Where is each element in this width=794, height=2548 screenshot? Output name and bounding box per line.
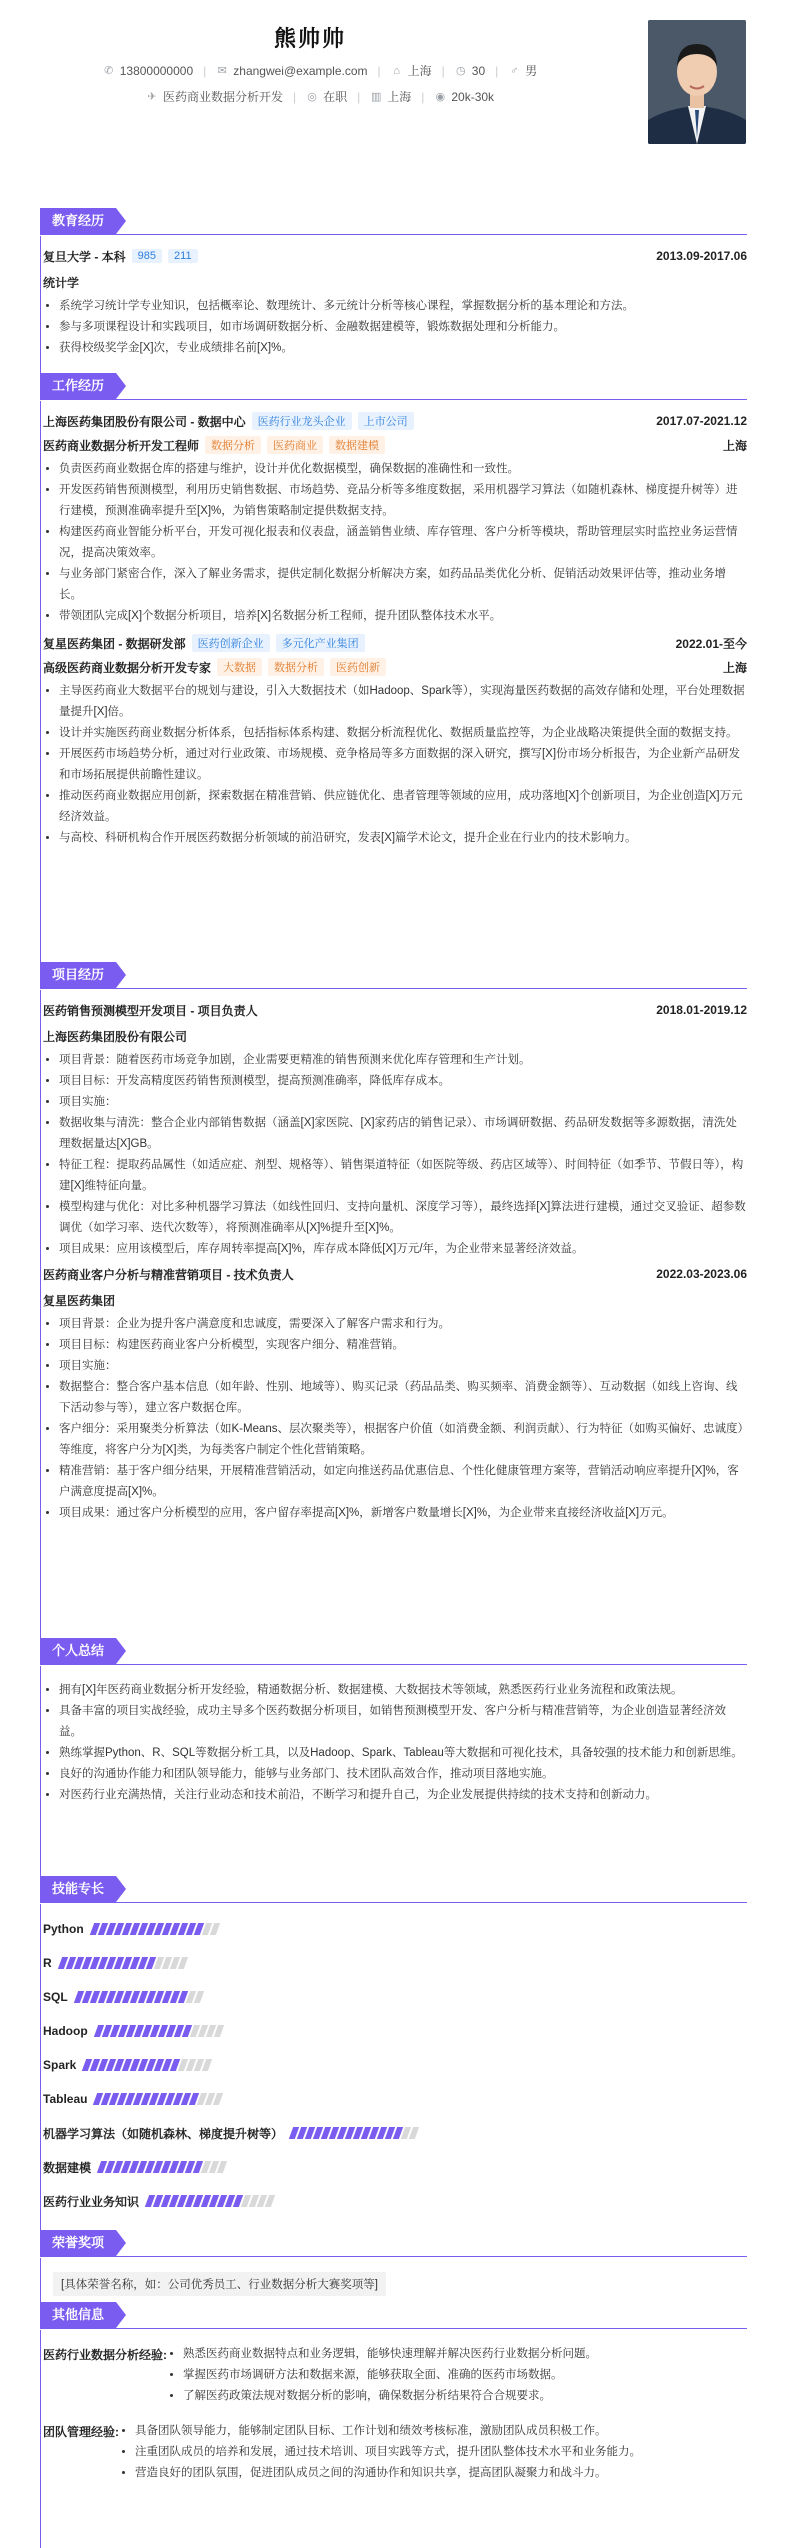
skill-row: [43, 1946, 747, 1980]
status-icon: ◎: [307, 90, 317, 103]
skill-level-bar: [147, 2195, 273, 2207]
skill-row: [43, 2014, 747, 2048]
section-title-awards: 荣誉奖项: [40, 2230, 116, 2256]
list-item: • 项目实施：: [59, 1356, 747, 1377]
list-item: • 精准营销：基于客户细分结果，开展精准营销活动，如定向推送药品优惠信息、个性化健康管理方案等，营销活动响应率提升[X]%，客户满意度提高[X]%。: [59, 1461, 747, 1503]
list-item: • 构建医药商业智能分析平台，开发可视化报表和仪表盘，涵盖销售业绩、库存管理、客户分析等模块，帮助管理层实时监控业务运营情况，提高决策效率。: [59, 522, 747, 564]
list-item: • 负责医药商业数据仓库的搭建与维护，设计并优化数据模型，确保数据的准确性和一致性。: [59, 459, 747, 480]
skill-level-segment: [213, 2093, 223, 2105]
skill-level-bar: [95, 2093, 221, 2105]
skill-tag: 大数据: [217, 658, 262, 676]
candidate-name: 熊帅帅: [273, 26, 346, 51]
skill-level-bar: [76, 1991, 202, 2003]
location-icon: ⌂: [393, 64, 400, 77]
profile-photo: [648, 20, 746, 144]
skill-row: [43, 2116, 747, 2150]
list-item: • 模型构建与优化：对比多种机器学习算法（如线性回归、支持向量机、深度学习等），最终选择[X]算法进行建模，通过交叉验证、超参数调优（如学习率、迭代次数等），将预测准确率从[X]%提升至[X]%。: [59, 1197, 747, 1239]
list-item: • 项目成果：通过客户分析模型的应用，客户留存率提高[X]%，新增客户数量增长[X]%，为企业带来直接经济收益[X]万元。: [59, 1503, 747, 1524]
section-title-education: 教育经历: [40, 208, 116, 234]
section-title-skills: 技能专长: [40, 1876, 116, 1902]
education-date: 2013.09-2017.06: [656, 249, 747, 263]
list-item: • 了解医药政策法规对数据分析的影响，确保数据分析结果符合合规要求。: [183, 2386, 597, 2407]
other-block: [43, 2344, 747, 2407]
job-intent-row: ✈ 医药商业数据分析开发 | ◎ 在职 | ▥ 上海 | ◉ 20k-30k: [147, 89, 495, 104]
email: zhangwei@example.com: [233, 63, 368, 78]
skill-name: SQL: [43, 1990, 68, 2004]
skill-tag: 医药创新: [330, 658, 386, 676]
project-bullets: [43, 1050, 747, 1260]
target-city: 上海: [387, 90, 412, 104]
job-status: 在职: [323, 90, 348, 104]
list-item: • 拥有[X]年医药商业数据分析开发经验，精通数据分析、数据建模、大数据技术等领域，熟悉医药行业业务流程和政策法规。: [59, 1680, 747, 1701]
section-title-project: 项目经历: [40, 962, 116, 988]
skill-name: Spark: [43, 2058, 77, 2072]
skill-tag: 医药商业: [267, 436, 323, 454]
skill-tag: 数据分析: [268, 658, 324, 676]
project-company: 上海医药集团股份有限公司: [43, 1030, 188, 1044]
list-item: • 开发医药销售预测模型，利用历史销售数据、市场趋势、竞品分析等多维度数据，采用机器学习算法（如随机森林、梯度提升树等）进行建模，预测准确率提升至[X]%，为销售策略制定提供数据支持。: [59, 480, 747, 522]
work-location: 上海: [722, 438, 747, 453]
list-item: • 数据整合：整合客户基本信息（如年龄、性别、地域等）、购买记录（药品品类、购买频率、消费金额等）、互动数据（如线上咨询、线下活动参与等），建立客户数据仓库。: [59, 1377, 747, 1419]
skill-row: [43, 2184, 747, 2218]
list-item: • 熟悉医药商业数据特点和业务逻辑，能够快速理解并解决医药行业数据分析问题。: [183, 2344, 597, 2365]
skill-name: Tableau: [43, 2092, 88, 2106]
building-icon: ▥: [371, 90, 382, 103]
list-item: • 主导医药商业大数据平台的规划与建设，引入大数据技术（如Hadoop、Spark等），实现海量医药数据的高效存储和处理，平台处理数据量提升[X]倍。: [59, 681, 747, 723]
other-bullets: [119, 2421, 641, 2484]
award-item: [具体荣誉名称，如：公司优秀员工、行业数据分析大赛奖项等]: [53, 2272, 386, 2296]
salary-icon: ◉: [435, 90, 446, 103]
list-item: • 参与多项课程设计和实践项目，如市场调研数据分析、金融数据建模等，锻炼数据处理和分析能力。: [59, 317, 747, 338]
salary: 20k-30k: [451, 89, 495, 104]
school-name: 复旦大学 - 本科: [43, 249, 126, 264]
list-item: • 特征工程：提取药品属性（如适应症、剂型、规格等）、销售渠道特征（如医院等级、药店区域等）、时间特征（如季节、节假日等），构建[X]维特征向量。: [59, 1155, 747, 1197]
education-bullets: [43, 296, 747, 359]
company-name: 上海医药集团股份有限公司 - 数据中心: [43, 414, 246, 429]
education-section: [40, 208, 747, 394]
list-item: • 熟练掌握Python、R、SQL等数据分析工具，以及Hadoop、Spark、Tableau等大数据和可视化技术，具备较强的技术能力和创新思维。: [59, 1743, 747, 1764]
contact-row: ✆ 13800000000 | ✉ zhangwei@example.com | ⌂ 上海 | ◷ 30 | ♂ 男: [104, 63, 538, 78]
list-item: • 营造良好的团队氛围，促进团队成员之间的沟通协作和知识共享，提高团队凝聚力和战斗力。: [135, 2463, 641, 2484]
list-item: • 设计并实施医药商业数据分析体系，包括指标体系构建、数据分析流程优化、数据质量监控等，为企业战略决策提供全面的数据支持。: [59, 723, 747, 744]
skill-level-segment: [202, 2059, 212, 2071]
skill-tag: 数据分析: [205, 436, 261, 454]
list-item: • 与高校、科研机构合作开展医药数据分析领域的前沿研究，发表[X]篇学术论文，提升企业在行业内的技术影响力。: [59, 828, 747, 849]
resume-header: [0, 0, 794, 172]
list-item: • 项目背景：随着医药市场竞争加剧，企业需要更精准的销售预测来优化库存管理和生产计划。: [59, 1050, 747, 1071]
skill-row: [43, 1912, 747, 1946]
other-block: [43, 2421, 747, 2484]
skill-name: R: [43, 1956, 52, 1970]
summary-bullets: [43, 1680, 747, 1806]
list-item: • 项目实施：: [59, 1092, 747, 1113]
company-tag: 上市公司: [358, 412, 414, 430]
skill-row: [43, 2150, 747, 2184]
project-company: 复星医药集团: [43, 1294, 116, 1308]
company-name: 复星医药集团 - 数据研发部: [43, 636, 186, 651]
skill-level-bar: [84, 2059, 210, 2071]
city: 上海: [407, 64, 432, 78]
skill-name: 机器学习算法（如随机森林、梯度提升树等）: [43, 2126, 284, 2141]
list-item: • 带领团队完成[X]个数据分析项目，培养[X]名数据分析工程师，提升团队整体技术水平。: [59, 606, 747, 627]
other-section: [40, 2302, 747, 2548]
age: 30: [471, 63, 486, 78]
gender: 男: [525, 64, 538, 78]
company-tag: 医药创新企业: [192, 634, 270, 652]
list-item: • 对医药行业充满热情，关注行业动态和技术前沿，不断学习和提升自己，为企业发展提供持续的技术支持和创新动力。: [59, 1785, 747, 1806]
skills-section: [40, 1876, 747, 2248]
other-title: 团队管理经验:: [43, 2425, 119, 2439]
section-title-work: 工作经历: [40, 373, 116, 399]
skill-row: [43, 2048, 747, 2082]
job-title: 医药商业数据分析开发工程师: [43, 438, 200, 453]
skill-level-bar: [291, 2127, 417, 2139]
skill-level-bar: [96, 2025, 222, 2037]
target-job: 医药商业数据分析开发: [162, 90, 283, 104]
school-tag: 211: [168, 249, 198, 263]
list-item: • 获得校级奖学金[X]次，专业成绩排名前[X]%。: [59, 338, 747, 359]
skill-tag: 数据建模: [329, 436, 385, 454]
list-item: • 系统学习统计学专业知识，包括概率论、数理统计、多元统计分析等核心课程，掌握数据分析的基本理论和方法。: [59, 296, 747, 317]
list-item: • 注重团队成员的培养和发展，通过技术培训、项目实践等方式，提升团队整体技术水平和业务能力。: [135, 2442, 641, 2463]
list-item: • 开展医药市场趋势分析，通过对行业政策、市场规模、竞争格局等多方面数据的深入研究，撰写[X]份市场分析报告，为企业新产品研发和市场拓展提供前瞻性建议。: [59, 744, 747, 786]
phone: 13800000000: [119, 63, 194, 78]
other-title: 医药行业数据分析经验:: [43, 2348, 167, 2362]
section-title-summary: 个人总结: [40, 1638, 116, 1664]
work-date: 2017.07-2021.12: [656, 414, 747, 428]
list-item: • 项目成果：应用该模型后，库存周转率提高[X]%，库存成本降低[X]万元/年，为企业带来显著经济效益。: [59, 1239, 747, 1260]
school-tag: 985: [132, 249, 162, 263]
list-item: • 具备团队领导能力，能够制定团队目标、工作计划和绩效考核标准，激励团队成员积极工作。: [135, 2421, 641, 2442]
phone-icon: ✆: [104, 64, 114, 77]
skill-row: [43, 1980, 747, 2014]
skill-level-bar: [60, 1957, 186, 1969]
list-item: • 数据收集与清洗：整合企业内部销售数据（涵盖[X]家医院、[X]家药店的销售记录）、市场调研数据、药品研发数据等多源数据，清洗处理数据量达[X]GB。: [59, 1113, 747, 1155]
work-section: [40, 373, 747, 979]
age-icon: ◷: [455, 64, 466, 77]
list-item: • 良好的沟通协作能力和团队领导能力，能够与业务部门、技术团队高效合作，推动项目落地实施。: [59, 1764, 747, 1785]
project-name: 医药销售预测模型开发项目 - 项目负责人: [43, 1003, 258, 1018]
mail-icon: ✉: [217, 64, 227, 77]
skill-name: Hadoop: [43, 2024, 88, 2038]
other-bullets: [167, 2344, 597, 2407]
company-tag: 医药行业龙头企业: [252, 412, 352, 430]
gender-icon: ♂: [510, 64, 519, 77]
skill-row: [43, 2082, 747, 2116]
project-bullets: [43, 1314, 747, 1524]
list-item: • 客户细分：采用聚类分析算法（如K-Means、层次聚类等），根据客户价值（如消费金额、利润贡献）、行为特征（如购买偏好、忠诚度）等维度，将客户分为[X]类，为每类客户制定个性化营销策略。: [59, 1419, 747, 1461]
list-item: • 项目目标：开发高精度医药销售预测模型，提高预测准确率，降低库存成本。: [59, 1071, 747, 1092]
company-tag: 多元化产业集团: [276, 634, 365, 652]
project-name: 医药商业客户分析与精准营销项目 - 技术负责人: [43, 1267, 294, 1282]
skill-level-bar: [99, 2161, 225, 2173]
work-bullets: [43, 681, 747, 849]
major: 统计学: [43, 276, 80, 290]
list-item: • 与业务部门紧密合作，深入了解业务需求，提供定制化数据分析解决方案，如药品品类优化分析、促销活动效果评估等，推动业务增长。: [59, 564, 747, 606]
list-item: • 掌握医药市场调研方法和数据来源，能够获取全面、准确的医药市场数据。: [183, 2365, 597, 2386]
list-item: • 具备丰富的项目实战经验，成功主导多个医药数据分析项目，如销售预测模型开发、客户分析与精准营销等，为企业创造显著经济效益。: [59, 1701, 747, 1743]
job-icon: ✈: [147, 90, 157, 103]
job-title: 高级医药商业数据分析开发专家: [43, 660, 212, 675]
skill-name: 医药行业业务知识: [43, 2194, 140, 2209]
skill-name: 数据建模: [43, 2160, 92, 2175]
project-section: [40, 962, 747, 1648]
section-title-other: 其他信息: [40, 2302, 116, 2328]
work-bullets: [43, 459, 747, 627]
list-item: • 项目背景：企业为提升客户满意度和忠诚度，需要深入了解客户需求和行为。: [59, 1314, 747, 1335]
summary-section: [40, 1638, 747, 1889]
list-item: • 项目目标：构建医药商业客户分析模型，实现客户细分、精准营销。: [59, 1335, 747, 1356]
list-item: • 推动医药商业数据应用创新，探索数据在精准营销、供应链优化、患者管理等领域的应用，成功落地[X]个创新项目，为企业创造[X]万元经济效益。: [59, 786, 747, 828]
work-date: 2022.01-至今: [675, 636, 747, 651]
skill-name: Python: [43, 1922, 84, 1936]
work-location: 上海: [722, 660, 747, 675]
project-date: 2022.03-2023.06: [656, 1267, 747, 1281]
skill-level-bar: [92, 1923, 218, 1935]
project-date: 2018.01-2019.12: [656, 1003, 747, 1017]
